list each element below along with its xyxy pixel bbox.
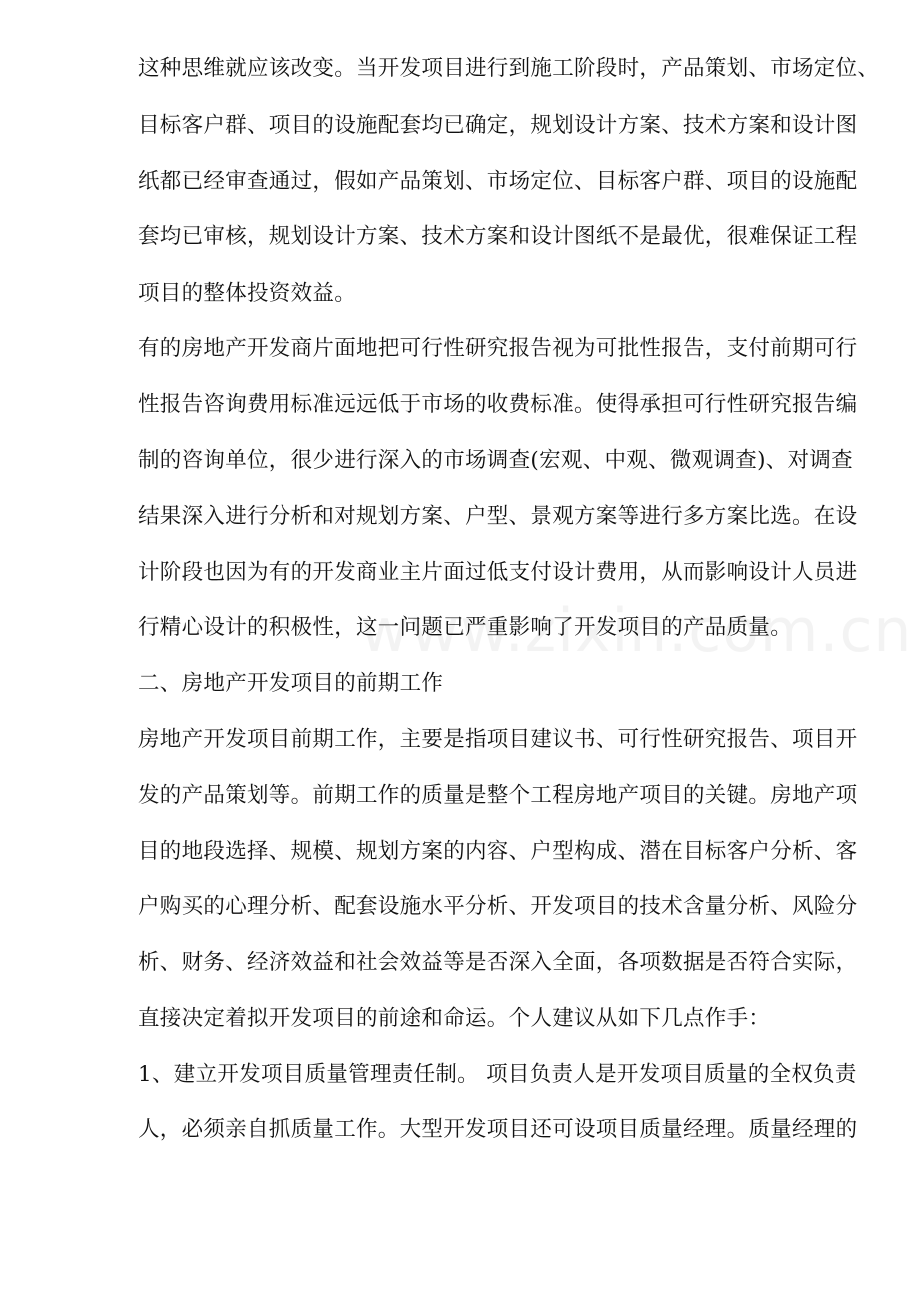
text-line-15: 目的地段选择、规模、规划方案的内容、户型构成、潜在目标客户分析、客 <box>138 839 858 864</box>
text-line-8: 制的咨询单位，很少进行深入的市场调查(宏观、中观、微观调查)、对调查 <box>138 448 853 473</box>
text-line-7: 性报告咨询费用标准远远低于市场的收费标准。使得承担可行性研究报告编 <box>138 392 858 417</box>
text-line-16: 户购买的心理分析、配套设施水平分析、开发项目的技术含量分析、风险分 <box>138 894 858 919</box>
text-line-5: 项目的整体投资效益。 <box>138 281 357 306</box>
section-heading: 二、房地产开发项目的前期工作 <box>138 671 444 696</box>
text-line-2: 目标客户群、项目的设施配套均已确定，规划设计方案、技术方案和设计图 <box>138 113 858 138</box>
text-line-10: 计阶段也因为有的开发商业主片面过低支付设计费用，从而影响设计人员进 <box>138 560 858 585</box>
text-line-14: 发的产品策划等。前期工作的质量是整个工程房地产项目的关键。房地产项 <box>138 783 858 808</box>
text-line-20: 人，必须亲自抓质量工作。大型开发项目还可设项目质量经理。质量经理的 <box>138 1117 858 1142</box>
text-line-18: 直接决定着拟开发项目的前途和命运。个人建议从如下几点作手： <box>138 1006 771 1031</box>
text-line-13: 房地产开发项目前期工作，主要是指项目建议书、可行性研究报告、项目开 <box>138 727 858 752</box>
text-line-3: 纸都已经审查通过，假如产品策划、市场定位、目标客户群、项目的设施配 <box>138 169 858 194</box>
text-line-17: 析、财务、经济效益和社会效益等是否深入全面，各项数据是否符合实际， <box>138 950 858 975</box>
text-line-11: 行精心设计的积极性，这一问题已严重影响了开发项目的产品质量。 <box>138 615 793 640</box>
text-line-6: 有的房地产开发商片面地把可行性研究报告视为可批性报告，支付前期可行 <box>138 336 858 361</box>
text-line-4: 套均已审核，规划设计方案、技术方案和设计图纸不是最优，很难保证工程 <box>138 224 858 249</box>
text-line-1: 这种思维就应该改变。当开发项目进行到施工阶段时，产品策划、市场定位、 <box>138 56 880 81</box>
text-line-9: 结果深入进行分析和对规划方案、户型、景观方案等进行多方案比选。在设 <box>138 504 858 529</box>
text-line-19: 1、建立开发项目质量管理责任制。 项目负责人是开发项目质量的全权负责 <box>138 1062 857 1087</box>
